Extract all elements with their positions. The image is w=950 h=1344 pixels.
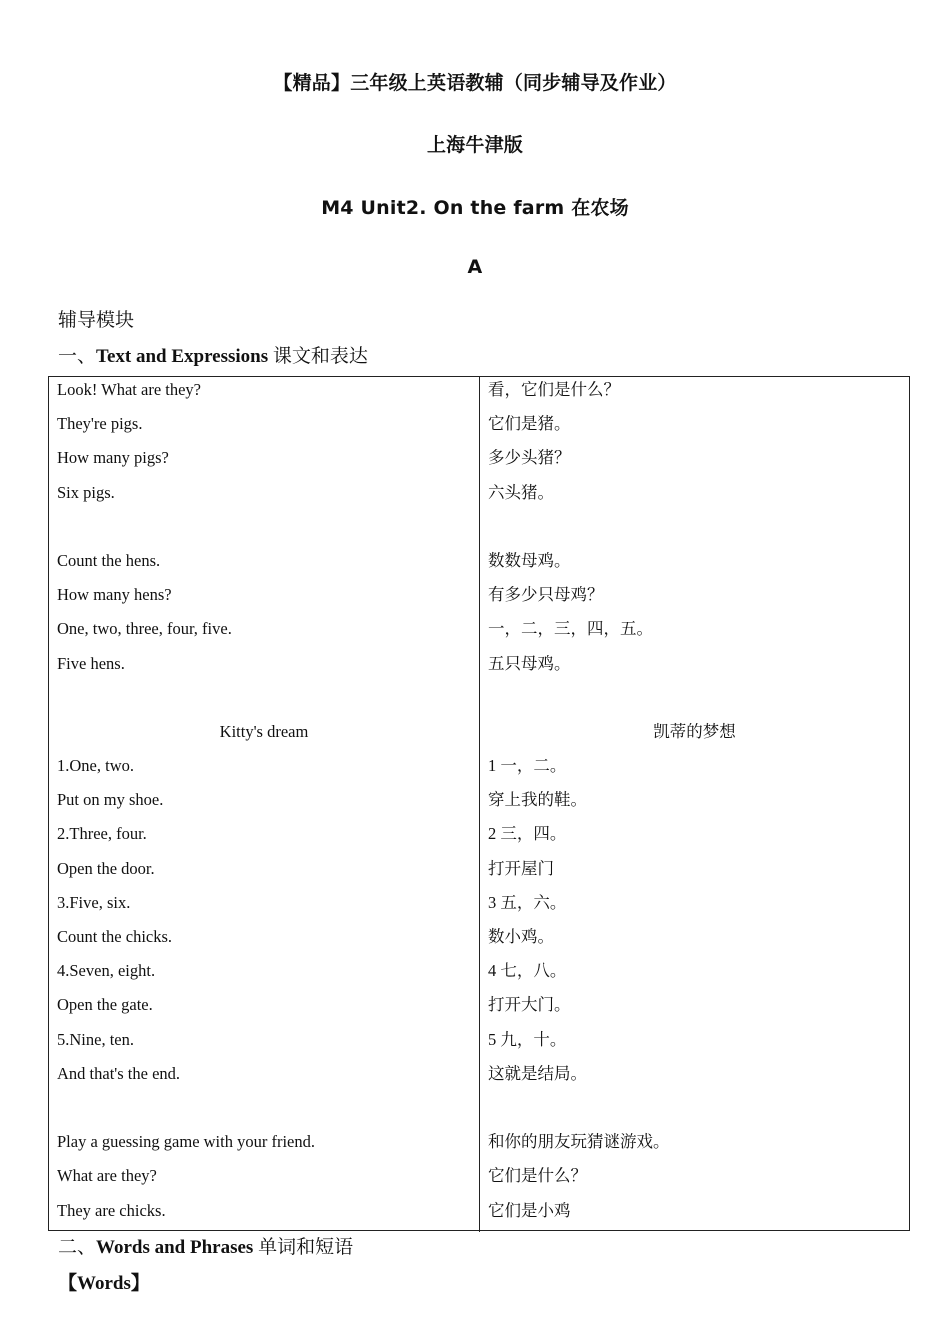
chinese-line: 5 九，十。: [488, 1029, 567, 1049]
story-title-cn: 凯蒂的梦想: [653, 721, 736, 741]
chinese-line: 有多少只母鸡？: [488, 585, 604, 605]
unit-title: M4 Unit2. On the farm 在农场: [321, 197, 629, 219]
english-line: Open the door.: [57, 858, 155, 878]
words-label: 【Words】: [58, 1273, 150, 1294]
chinese-line: 多少头猪？: [488, 448, 571, 468]
story-title-en: Kitty's dream: [219, 721, 309, 741]
chinese-line: 六头猪。: [488, 482, 554, 502]
section-heading-text-expressions: [58, 341, 368, 368]
english-line: [57, 514, 471, 548]
chinese-line: 看，它们是什么？: [488, 380, 620, 399]
english-line: Six pigs.: [57, 482, 115, 502]
english-line: 5.Nine, ten.: [57, 1029, 134, 1049]
chinese-line: 打开大门。: [488, 995, 571, 1015]
english-line: They're pigs.: [57, 414, 143, 434]
english-line: 3.Five, six.: [57, 892, 131, 912]
english-line: What are they?: [57, 1166, 157, 1186]
english-line: And that's the end.: [57, 1063, 181, 1083]
chinese-line: 2 三，四。: [488, 824, 567, 844]
level-label: A: [467, 256, 483, 278]
chinese-line: [488, 514, 901, 548]
english-line: Count the hens.: [57, 550, 161, 570]
chinese-column: [480, 377, 909, 1232]
english-line: [57, 1095, 471, 1129]
section-prefix: 二、: [58, 1237, 97, 1258]
chinese-line: 1 一，二。: [488, 756, 567, 776]
english-line: Five hens.: [57, 653, 125, 673]
section-title-en: Text and Expressions: [96, 346, 269, 367]
english-line: 4.Seven, eight.: [57, 961, 156, 981]
section-prefix: 一、: [58, 346, 97, 367]
english-line: How many pigs?: [57, 448, 169, 468]
chinese-line: 五只母鸡。: [488, 653, 571, 673]
chinese-line: 它们是什么？: [488, 1166, 587, 1186]
chinese-line: 数数母鸡。: [488, 550, 571, 570]
english-line: They are chicks.: [57, 1200, 166, 1220]
chinese-line: 一，二，三，四，五。: [488, 619, 653, 639]
english-line: Count the chicks.: [57, 927, 173, 946]
chinese-line: 4 七，八。: [488, 961, 567, 981]
section-title-cn: 课文和表达: [272, 346, 368, 367]
chinese-line: [488, 1095, 901, 1129]
english-column: [49, 377, 480, 1232]
section-title-cn: 单词和短语: [258, 1237, 354, 1258]
english-line: One, two, three, four, five.: [57, 619, 232, 639]
text-expressions-table: [48, 376, 910, 1231]
english-line: 2.Three, four.: [57, 824, 147, 844]
document-title: 【精品】三年级上英语教辅（同步辅导及作业）: [273, 72, 677, 94]
chinese-line: [488, 685, 901, 719]
english-line: Look! What are they?: [57, 380, 202, 399]
chinese-line: 打开屋门: [488, 858, 554, 878]
document-edition: 上海牛津版: [426, 134, 523, 156]
english-line: Play a guessing game with your friend.: [57, 1132, 315, 1152]
chinese-line: 3 五，六。: [488, 892, 567, 912]
chinese-line: 数小鸡。: [488, 927, 554, 946]
chinese-line: 它们是小鸡: [488, 1200, 571, 1220]
chinese-line: 穿上我的鞋。: [488, 790, 587, 810]
module-label: 辅导模块: [58, 310, 135, 331]
english-line: Put on my shoe.: [57, 790, 164, 810]
section-heading-words-phrases: [58, 1232, 353, 1259]
english-line: [57, 685, 471, 719]
chinese-line: 和你的朋友玩猜谜游戏。: [488, 1132, 670, 1152]
english-line: Open the gate.: [57, 995, 153, 1015]
english-line: 1.One, two.: [57, 756, 134, 776]
english-line: How many hens?: [57, 585, 172, 605]
chinese-line: 这就是结局。: [488, 1063, 587, 1083]
chinese-line: 它们是猪。: [488, 414, 571, 434]
section-title-en: Words and Phrases: [96, 1237, 254, 1258]
